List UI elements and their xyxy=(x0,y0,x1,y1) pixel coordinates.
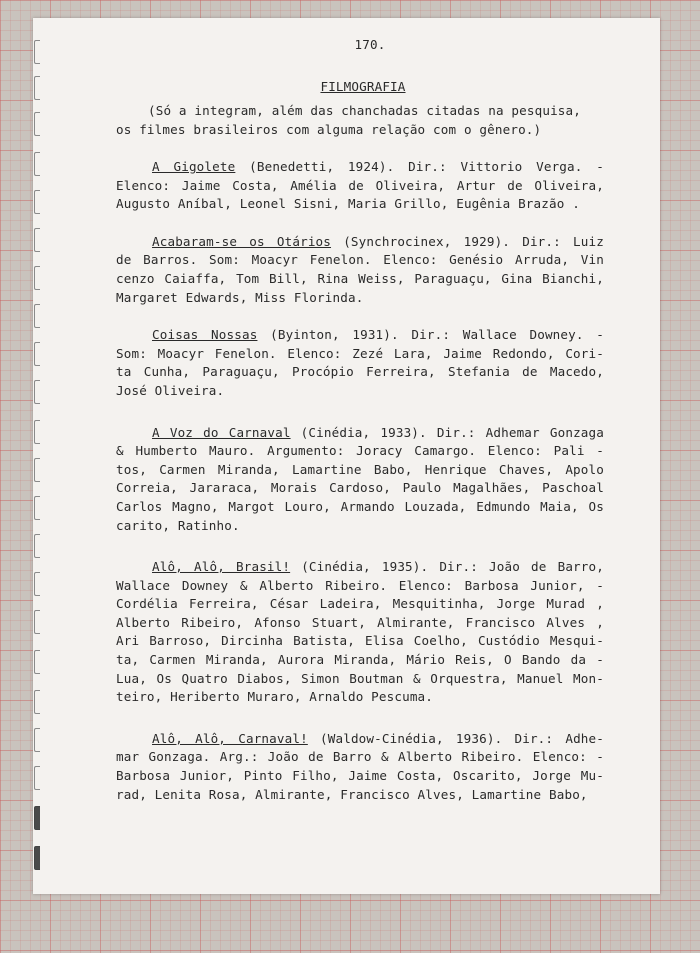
film-entry-line: Barbosa Junior, Pinto Filho, Jaime Costa, Oscarito, Jorge Mu- xyxy=(116,768,604,784)
film-details: (Waldow-Cinédia, 1936). Dir.: Adhe- xyxy=(307,730,604,746)
binder-hole xyxy=(34,496,40,520)
binder-hole xyxy=(34,112,40,136)
binder-hole xyxy=(34,420,40,444)
film-list xyxy=(116,158,604,804)
film-entry-line: rad, Lenita Rosa, Almirante, Francisco Alves, Lamartine Babo, xyxy=(116,786,588,802)
film-title: A Voz do Carnaval xyxy=(152,424,291,440)
film-details: (Benedetti, 1924). Dir.: Vittorio Verga. - xyxy=(235,159,604,174)
binder-hole xyxy=(34,304,40,328)
binder-hole xyxy=(34,534,40,558)
film-entry-line: Alberto Ribeiro, Afonso Stuart, Almirante, Francisco Alves , xyxy=(116,614,604,630)
binder-hole xyxy=(34,342,40,366)
binder-hole xyxy=(34,40,40,64)
film-entry-line: tos, Carmen Miranda, Lamartine Babo, Henrique Chaves, Apolo xyxy=(116,461,604,477)
film-entry-line: Ari Barroso, Dircinha Batista, Elisa Coelho, Custódio Mesqui- xyxy=(116,633,604,649)
film-entry-line: José Oliveira. xyxy=(116,382,225,398)
intro-line: (Só a integram, além das chanchadas citadas na pesquisa, xyxy=(148,103,581,118)
binder-hole xyxy=(34,690,40,714)
film-entry-line: ta Cunha, Paraguaçu, Procópio Ferreira, Stefania de Macedo, xyxy=(116,364,604,380)
film-entry-first-line xyxy=(116,326,604,345)
film-entry xyxy=(116,158,604,214)
binder-hole xyxy=(34,766,40,790)
film-entry xyxy=(116,326,604,400)
film-entry-line: Som: Moacyr Fenelon. Elenco: Zezé Lara, Jaime Redondo, Cori- xyxy=(116,345,604,361)
binder-holes xyxy=(34,0,44,953)
film-entry-line: cenzo Caiaffa, Tom Bill, Rina Weiss, Paraguaçu, Gina Bianchi, xyxy=(116,270,604,286)
film-entry-line: Carlos Magno, Margot Louro, Armando Louzada, Edmundo Maia, Os xyxy=(116,498,604,514)
film-details: (Cinédia, 1933). Dir.: Adhemar Gonzaga xyxy=(290,424,604,440)
page-number: 170. xyxy=(354,37,386,52)
binder-hole xyxy=(34,228,40,252)
film-entry-first-line xyxy=(116,424,604,443)
binder-hole xyxy=(34,380,40,404)
film-entry xyxy=(116,730,604,804)
film-entry-first-line xyxy=(116,730,604,749)
intro-line: os filmes brasileiros com alguma relação com o gênero.) xyxy=(116,121,542,137)
film-entry-first-line xyxy=(116,558,604,577)
film-entry-line: Margaret Edwards, Miss Florinda. xyxy=(116,289,364,305)
film-entry-line: ta, Carmen Miranda, Aurora Miranda, Mário Reis, O Bando da - xyxy=(116,652,604,668)
section-heading: FILMOGRAFIA xyxy=(320,79,406,94)
film-entry xyxy=(116,233,604,307)
film-details: (Cinédia, 1935). Dir.: João de Barro, xyxy=(290,559,604,575)
binder-hole xyxy=(34,458,40,482)
binder-hole xyxy=(34,846,40,870)
binder-hole xyxy=(34,152,40,176)
binder-hole xyxy=(34,650,40,674)
film-entry xyxy=(116,424,604,536)
film-entry-line: carito, Ratinho. xyxy=(116,517,240,533)
film-entry-line: Lua, Os Quatro Diabos, Simon Boutman & Orquestra, Manuel Mon- xyxy=(116,670,604,686)
intro-note xyxy=(116,102,604,139)
film-entry-line: teiro, Heriberto Muraro, Arnaldo Pescuma. xyxy=(116,689,434,705)
binder-hole xyxy=(34,610,40,634)
film-entry-line: de Barros. Som: Moacyr Fenelon. Elenco: Genésio Arruda, Vin xyxy=(116,252,604,268)
film-title: Coisas Nossas xyxy=(152,327,258,343)
film-entry xyxy=(116,558,604,707)
film-entry-first-line xyxy=(116,233,604,252)
film-entry-line: mar Gonzaga. Arg.: João de Barro & Alberto Ribeiro. Elenco: - xyxy=(116,749,604,765)
film-title: A Gigolete xyxy=(152,159,236,174)
film-entry-line: Correia, Jararaca, Morais Cardoso, Paulo Magalhães, Paschoal xyxy=(116,480,604,496)
binder-hole xyxy=(34,266,40,290)
binder-hole xyxy=(34,190,40,214)
film-entry-first-line xyxy=(116,158,604,177)
film-title: Acabaram-se os Otários xyxy=(152,233,332,249)
binder-hole xyxy=(34,76,40,100)
film-entry-line: Augusto Aníbal, Leonel Sisni, Maria Grillo, Eugênia Brazão . xyxy=(116,196,580,212)
film-entry-line: Wallace Downey & Alberto Ribeiro. Elenco: Barbosa Junior, - xyxy=(116,577,604,593)
page-text xyxy=(116,36,604,804)
binder-hole xyxy=(34,572,40,596)
film-title: Alô, Alô, Carnaval! xyxy=(152,730,308,746)
film-entry-line: & Humberto Mauro. Argumento: Joracy Camargo. Elenco: Pali - xyxy=(116,443,604,459)
binder-hole xyxy=(34,728,40,752)
film-entry-line: Elenco: Jaime Costa, Amélia de Oliveira, Artur de Oliveira, xyxy=(116,177,604,193)
binder-hole xyxy=(34,806,40,830)
film-title: Alô, Alô, Brasil! xyxy=(152,559,291,575)
film-details: (Byinton, 1931). Dir.: Wallace Downey. - xyxy=(257,327,604,343)
film-details: (Synchrocinex, 1929). Dir.: Luiz xyxy=(331,233,604,249)
film-entry-line: Cordélia Ferreira, César Ladeira, Mesquitinha, Jorge Murad , xyxy=(116,596,604,612)
